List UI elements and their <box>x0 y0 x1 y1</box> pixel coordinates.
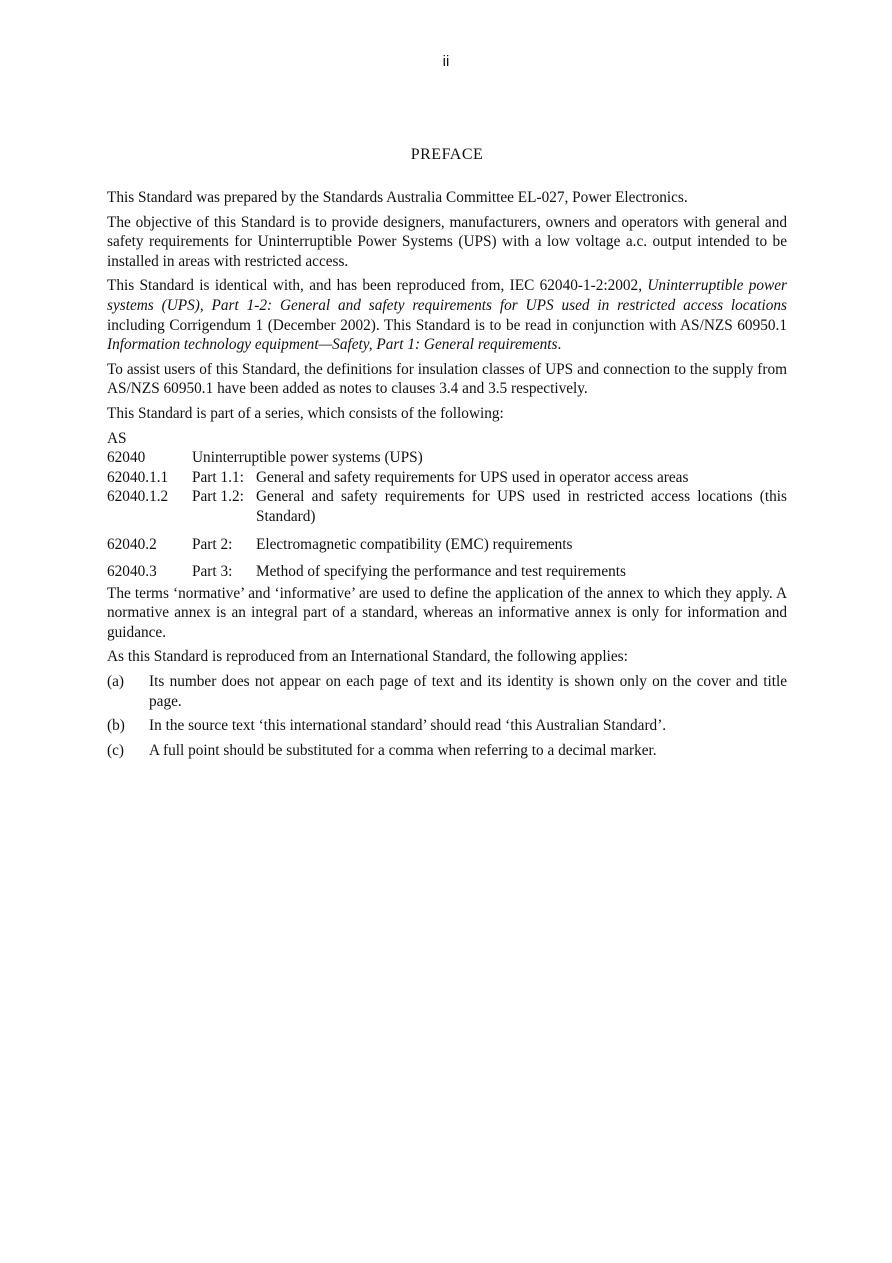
identity-title-iec: Uninterruptible power systems (UPS), Part 1-2: General and safety requirements for UPS used in restricted access locations <box>107 277 787 314</box>
series-description: General and safety requirements for UPS used in operator access areas <box>256 468 689 486</box>
series-number: 62040 <box>107 449 146 467</box>
series-part: Part 1.2: <box>192 488 244 506</box>
list-item <box>107 716 787 736</box>
series-part: Part 2: <box>192 535 233 553</box>
series-part: Part 3: <box>192 563 233 581</box>
list-item <box>107 741 787 761</box>
series-row <box>107 487 787 526</box>
applies-list <box>107 672 787 760</box>
identity-text-2: including Corrigendum 1 (December 2002). This Standard is to be read in conjunction with AS/NZS 60950.1 <box>107 316 787 334</box>
list-item <box>107 672 787 711</box>
series-description: Method of specifying the performance and test requirements <box>256 563 626 581</box>
paragraph-series-intro: This Standard is part of a series, which consists of the following: <box>107 404 504 422</box>
document-body <box>107 146 787 765</box>
series-number: 62040.2 <box>107 535 157 553</box>
series-row <box>107 448 787 468</box>
paragraph-applies: As this Standard is reproduced from an International Standard, the following applies: <box>107 648 628 666</box>
series-list <box>107 429 787 582</box>
series-number: 62040.1.2 <box>107 488 169 506</box>
paragraph-committee: This Standard was prepared by the Standards Australia Committee EL-027, Power Electronics. <box>107 189 688 206</box>
series-part: Part 1.1: <box>192 468 244 486</box>
paragraph-normative: The terms ‘normative’ and ‘informative’ are used to define the application of the annex to which they apply. A normative annex is an integral part of a standard, whereas an informative annex is only for information and guidance. <box>107 584 787 641</box>
list-text: In the source text ‘this international standard’ should read ‘this Australian Standard’. <box>149 717 667 735</box>
identity-text-1: This Standard is identical with, and has been reproduced from, IEC 62040-1-2:2002, <box>107 277 648 295</box>
identity-title-asnzs: Information technology equipment—Safety, Part 1: General requirements <box>107 336 558 354</box>
identity-text-3: . <box>557 336 562 354</box>
series-description: Electromagnetic compatibility (EMC) requirements <box>256 535 573 553</box>
series-row <box>107 535 787 555</box>
paragraph-identity <box>107 276 787 354</box>
list-label: (a) <box>107 673 124 691</box>
series-row <box>107 468 787 488</box>
list-text: A full point should be substituted for a comma when referring to a decimal marker. <box>149 741 657 759</box>
page-title: PREFACE <box>410 146 484 163</box>
series-number: 62040.1.1 <box>107 468 169 486</box>
series-description: Uninterruptible power systems (UPS) <box>192 449 423 467</box>
series-number: 62040.3 <box>107 563 157 581</box>
list-label: (b) <box>107 717 125 735</box>
paragraph-objective: The objective of this Standard is to provide designers, manufacturers, owners and operators with general and safety requirements for Uninterruptible Power Systems (UPS) with a low voltage a.c. output intended to be installed in areas with restricted access. <box>107 213 787 270</box>
series-row <box>107 562 787 582</box>
series-description: General and safety requirements for UPS used in restricted access locations (this Standard) <box>256 488 787 525</box>
series-header: AS <box>107 429 127 447</box>
page-number: ii <box>442 53 450 70</box>
list-label: (c) <box>107 741 124 759</box>
list-text: Its number does not appear on each page of text and its identity is shown only on the cover and title page. <box>149 673 787 710</box>
paragraph-definitions: To assist users of this Standard, the definitions for insulation classes of UPS and connection to the supply from AS/NZS 60950.1 have been added as notes to clauses 3.4 and 3.5 respectively. <box>107 360 787 398</box>
